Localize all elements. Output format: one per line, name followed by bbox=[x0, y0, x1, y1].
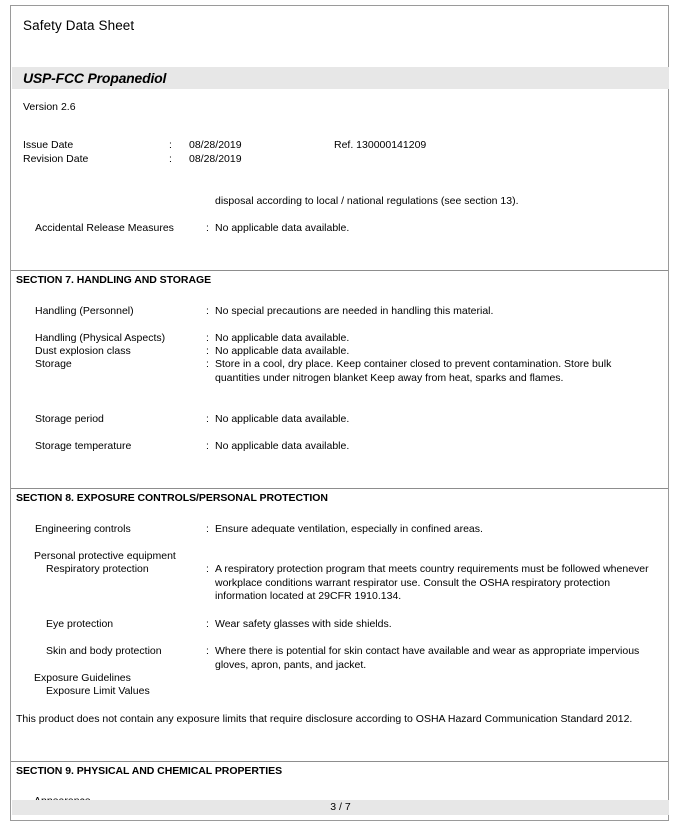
handling-physical-aspects-value: No applicable data available. bbox=[215, 332, 350, 344]
section8-divider bbox=[11, 488, 668, 489]
engineering-controls-value: Ensure adequate ventilation, especially in confined areas. bbox=[215, 523, 483, 535]
issue-date-value: 08/28/2019 bbox=[189, 139, 242, 151]
issue-date-label: Issue Date bbox=[23, 139, 74, 151]
engineering-controls-colon: : bbox=[206, 523, 209, 535]
section9-heading: SECTION 9. PHYSICAL AND CHEMICAL PROPERTIES bbox=[16, 765, 283, 777]
accidental-release-measures-colon: : bbox=[206, 222, 209, 234]
exposure-guidelines-label: Exposure Guidelines bbox=[34, 672, 131, 684]
skin-and-body-protection-value: Where there is potential for skin contact have available and wear as appropriate impervious gloves, apron, pants, and jacket. bbox=[215, 645, 640, 671]
storage-colon: : bbox=[206, 358, 209, 370]
respiratory-protection-label: Respiratory protection bbox=[46, 563, 149, 575]
meta-row-revision-date bbox=[11, 152, 668, 166]
respiratory-protection-value: A respiratory protection program that meets country requirements must be followed whenever workplace conditions warrant respirator use. Consult the OSHA respiratory protection information located at 29CFR 1910.134. bbox=[215, 563, 649, 603]
skin-and-body-protection-label: Skin and body protection bbox=[46, 645, 162, 657]
sds-page bbox=[10, 5, 669, 821]
eye-protection-value: Wear safety glasses with side shields. bbox=[215, 618, 392, 630]
dust-explosion-class-value: No applicable data available. bbox=[215, 345, 350, 357]
storage-period-value: No applicable data available. bbox=[215, 413, 350, 425]
page-footer-band bbox=[12, 800, 669, 815]
handling-personnel-colon: : bbox=[206, 305, 209, 317]
handling-personnel-value: No special precautions are needed in handling this material. bbox=[215, 305, 494, 317]
handling-physical-aspects-label: Handling (Physical Aspects) bbox=[35, 332, 166, 344]
eye-protection-colon: : bbox=[206, 618, 209, 630]
eye-protection-label: Eye protection bbox=[46, 618, 114, 630]
storage-temperature-colon: : bbox=[206, 440, 209, 452]
reference-number: Ref. 130000141209 bbox=[334, 139, 427, 151]
page-number: 3 / 7 bbox=[330, 801, 351, 813]
product-name-band bbox=[12, 67, 669, 89]
skin-and-body-protection-colon: : bbox=[206, 645, 209, 657]
page-content bbox=[11, 6, 668, 820]
accidental-release-measures-label: Accidental Release Measures bbox=[35, 222, 174, 234]
storage-period-label: Storage period bbox=[35, 413, 104, 425]
issue-date-colon: : bbox=[169, 139, 172, 151]
section7-divider bbox=[11, 270, 668, 271]
product-name: USP-FCC Propanediol bbox=[23, 70, 167, 86]
section8-heading: SECTION 8. EXPOSURE CONTROLS/PERSONAL PROTECTION bbox=[16, 492, 328, 504]
revision-date-colon: : bbox=[169, 153, 172, 165]
handling-personnel-label: Handling (Personnel) bbox=[35, 305, 134, 317]
storage-period-colon: : bbox=[206, 413, 209, 425]
engineering-controls-label: Engineering controls bbox=[35, 523, 131, 535]
dust-explosion-class-label: Dust explosion class bbox=[35, 345, 131, 357]
accidental-release-measures-value: No applicable data available. bbox=[215, 222, 350, 234]
exposure-limit-values-label: Exposure Limit Values bbox=[46, 685, 150, 697]
storage-temperature-value: No applicable data available. bbox=[215, 440, 350, 452]
storage-value: Store in a cool, dry place. Keep container closed to prevent contamination. Store bulk quantities under nitrogen blanket Keep away from heat, sparks and flames. bbox=[215, 358, 612, 384]
dust-explosion-class-colon: : bbox=[206, 345, 209, 357]
personal-protective-equipment-label: Personal protective equipment bbox=[34, 550, 176, 562]
storage-temperature-label: Storage temperature bbox=[35, 440, 132, 452]
revision-date-label: Revision Date bbox=[23, 153, 89, 165]
respiratory-protection-colon: : bbox=[206, 563, 209, 575]
storage-label: Storage bbox=[35, 358, 72, 370]
section9-divider bbox=[11, 761, 668, 762]
handling-physical-aspects-colon: : bbox=[206, 332, 209, 344]
revision-date-value: 08/28/2019 bbox=[189, 153, 242, 165]
meta-row-issue-date bbox=[11, 138, 668, 152]
document-meta bbox=[11, 138, 668, 166]
version-label: Version 2.6 bbox=[23, 101, 76, 113]
section7-heading: SECTION 7. HANDLING AND STORAGE bbox=[16, 274, 212, 286]
document-title: Safety Data Sheet bbox=[23, 18, 135, 33]
disposal-carryover-text: disposal according to local / national regulations (see section 13). bbox=[215, 195, 519, 207]
osha-disclosure-paragraph: This product does not contain any exposure limits that require disclosure according to OSHA Hazard Communication Standard 2012. bbox=[16, 713, 633, 725]
